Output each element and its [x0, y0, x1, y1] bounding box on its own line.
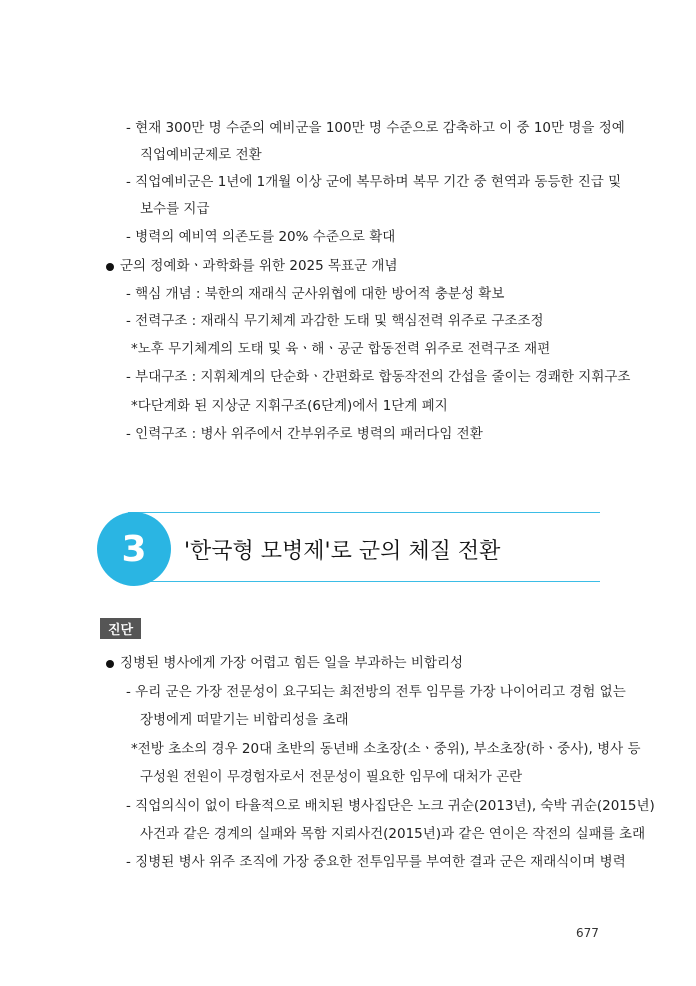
text-line: 직업예비군제로 전환 [140, 147, 262, 163]
text-line: 장병에게 떠맡기는 비합리성을 초래 [140, 712, 349, 728]
bullet-icon [106, 660, 114, 668]
text-line: 구성원 전원이 무경험자로서 전문성이 필요한 임무에 대처가 곤란 [140, 769, 523, 785]
text-line: *다단계화 된 지상군 지휘구조(6단계)에서 1단계 폐지 [131, 398, 448, 414]
text-line: - 핵심 개념 : 북한의 재래식 군사위협에 대한 방어적 충분성 확보 [126, 286, 505, 302]
text-line: - 인력구조 : 병사 위주에서 간부위주로 병력의 패러다임 전환 [126, 426, 483, 442]
text-line: - 우리 군은 가장 전문성이 요구되는 최전방의 전투 임무를 가장 나이어리고 경험 없는 [126, 684, 626, 700]
text-line: 징병된 병사에게 가장 어렵고 힘든 일을 부과하는 비합리성 [120, 655, 464, 671]
bullet-icon [106, 263, 114, 271]
text-line: - 부대구조 : 지휘체계의 단순화ㆍ간편화로 합동작전의 간섭을 줄이는 경쾌한 지휘구조 [126, 369, 631, 385]
text-line: 보수를 지급 [140, 201, 210, 217]
section-title: '한국형 모병제'로 군의 체질 전환 [184, 539, 501, 564]
diagnosis-tag: 진단 [100, 618, 141, 639]
text-line: *전방 초소의 경우 20대 초반의 동년배 소초장(소ㆍ중위), 부소초장(하ㆍ중사), 병사 등 [131, 741, 641, 757]
text-line: - 징병된 병사 위주 조직에 가장 중요한 전투임무를 부여한 결과 군은 재래식이며 병력 [126, 854, 626, 870]
text-line: 사건과 같은 경계의 실패와 목함 지뢰사건(2015년)과 같은 연이은 작전의 실패를 초래 [140, 826, 646, 842]
text-line: *노후 무기체계의 도태 및 육ㆍ해ㆍ공군 합동전력 위주로 전력구조 재편 [131, 341, 551, 357]
section-number-badge: 3 [97, 512, 171, 586]
section-bottom-rule [128, 581, 600, 582]
text-line: - 직업예비군은 1년에 1개월 이상 군에 복무하며 복무 기간 중 현역과 동등한 진급 및 [126, 174, 622, 190]
text-line: - 전력구조 : 재래식 무기체계 과감한 도태 및 핵심전력 위주로 구조조정 [126, 313, 544, 329]
text-line: - 병력의 예비역 의존도를 20% 수준으로 확대 [126, 229, 396, 245]
text-line: 군의 정예화ㆍ과학화를 위한 2025 목표군 개념 [120, 258, 398, 274]
text-line: - 현재 300만 명 수준의 예비군을 100만 명 수준으로 감축하고 이 중 10만 명을 정예 [126, 120, 625, 136]
page-number: 677 [576, 926, 599, 940]
section-top-rule [128, 512, 600, 513]
text-line: - 직업의식이 없이 타율적으로 배치된 병사집단은 노크 귀순(2013년), 숙박 귀순(2015년) [126, 798, 655, 814]
